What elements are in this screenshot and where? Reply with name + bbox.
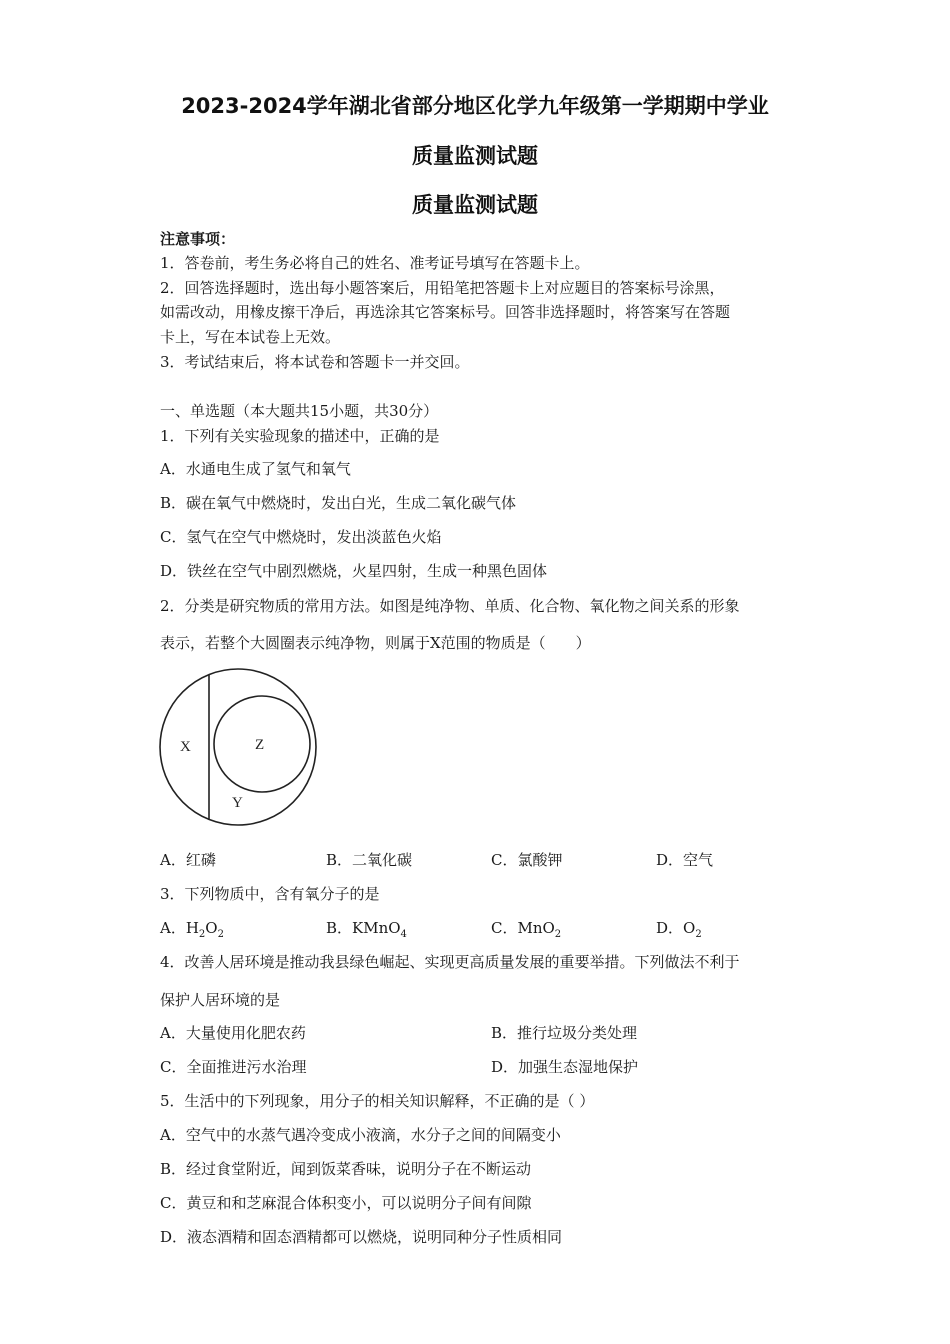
q3-d-sub: 2 bbox=[695, 929, 702, 940]
q3-d-text: D．O bbox=[656, 919, 696, 937]
q4-option-a: A．大量使用化肥农药 bbox=[160, 1024, 306, 1042]
q3-a-text: A．H bbox=[160, 919, 199, 937]
q3-b-text: B．KMnO bbox=[326, 919, 401, 937]
q1-stem: 1．下列有关实验现象的描述中，正确的是 bbox=[160, 427, 440, 445]
q1-option-b: B．碳在氧气中燃烧时，发出白光，生成二氧化碳气体 bbox=[160, 494, 517, 512]
section-heading: 一、单选题（本大题共15小题，共30分） bbox=[160, 402, 439, 420]
notice-item-2a: 2．回答选择题时，选出每小题答案后，用铅笔把答题卡上对应题目的答案标号涂黑， bbox=[160, 279, 725, 297]
label-y: Y bbox=[232, 795, 243, 811]
notice-item-2c: 卡上，写在本试卷上无效。 bbox=[160, 328, 341, 346]
q4-option-d: D．加强生态湿地保护 bbox=[491, 1058, 639, 1076]
q1-option-a: A．水通电生成了氢气和氧气 bbox=[160, 460, 351, 478]
q4-stem-b: 保护人居环境的是 bbox=[160, 991, 281, 1009]
label-x: X bbox=[180, 739, 191, 755]
q2-option-d: D．空气 bbox=[656, 851, 714, 869]
notice-item-3: 3．考试结束后，将本试卷和答题卡一并交回。 bbox=[160, 353, 470, 371]
notice-item-1: 1．答卷前，考生务必将自己的姓名、准考证号填写在答题卡上。 bbox=[160, 254, 590, 272]
exam-title-line1: 2023-2024学年湖北省部分地区化学九年级第一学期期中学业 bbox=[181, 94, 769, 118]
label-z: Z bbox=[255, 737, 265, 753]
q3-stem: 3．下列物质中，含有氧分子的是 bbox=[160, 885, 380, 903]
q4-option-c: C．全面推进污水治理 bbox=[160, 1058, 307, 1076]
q5-option-d: D．液态酒精和固态酒精都可以燃烧，说明同种分子性质相同 bbox=[160, 1228, 563, 1246]
q3-option-a bbox=[160, 918, 224, 945]
q3-c-text: C．MnO bbox=[491, 919, 555, 937]
notice-item-2b: 如需改动，用橡皮擦干净后，再选涂其它答案标号。回答非选择题时，将答案写在答题 bbox=[160, 303, 731, 321]
q4-stem-a: 4．改善人居环境是推动我县绿色崛起、实现更高质量发展的重要举措。下列做法不利于 bbox=[160, 953, 740, 971]
classification-diagram bbox=[158, 664, 320, 832]
q3-a-sub2: 2 bbox=[217, 929, 224, 940]
q2-option-b: B．二氧化碳 bbox=[326, 851, 413, 869]
q5-option-a: A．空气中的水蒸气遇冷变成小液滴，水分子之间的间隔变小 bbox=[160, 1126, 561, 1144]
q5-option-b: B．经过食堂附近，闻到饭菜香味，说明分子在不断运动 bbox=[160, 1160, 532, 1178]
q3-a-sub1: 2 bbox=[198, 929, 206, 940]
q3-b-sub: 4 bbox=[400, 929, 407, 940]
q2-option-a: A．红磷 bbox=[160, 851, 216, 869]
q1-option-d: D．铁丝在空气中剧烈燃烧，火星四射，生成一种黑色固体 bbox=[160, 562, 548, 580]
q3-a-mid: O bbox=[205, 919, 218, 937]
q2-stem-a: 2．分类是研究物质的常用方法。如图是纯净物、单质、化合物、氧化物之间关系的形象 bbox=[160, 597, 740, 615]
q3-option-b bbox=[326, 918, 407, 945]
q3-option-d bbox=[656, 918, 702, 945]
q2-stem-b: 表示，若整个大圆圈表示纯净物，则属于X范围的物质是（ ） bbox=[160, 634, 591, 652]
exam-title-line2: 质量监测试题 bbox=[412, 144, 538, 168]
q5-stem: 5．生活中的下列现象，用分子的相关知识解释，不正确的是（ ） bbox=[160, 1092, 595, 1110]
exam-title-line3: 质量监测试题 bbox=[412, 193, 538, 217]
q3-c-sub: 2 bbox=[554, 929, 562, 940]
q1-option-c: C．氢气在空气中燃烧时，发出淡蓝色火焰 bbox=[160, 528, 442, 546]
q4-option-b: B．推行垃圾分类处理 bbox=[491, 1024, 638, 1042]
notice-heading: 注意事项： bbox=[160, 230, 236, 248]
q2-option-c: C．氯酸钾 bbox=[491, 851, 563, 869]
q3-option-c bbox=[491, 918, 561, 945]
q5-option-c: C．黄豆和和芝麻混合体积变小，可以说明分子间有间隙 bbox=[160, 1194, 532, 1212]
